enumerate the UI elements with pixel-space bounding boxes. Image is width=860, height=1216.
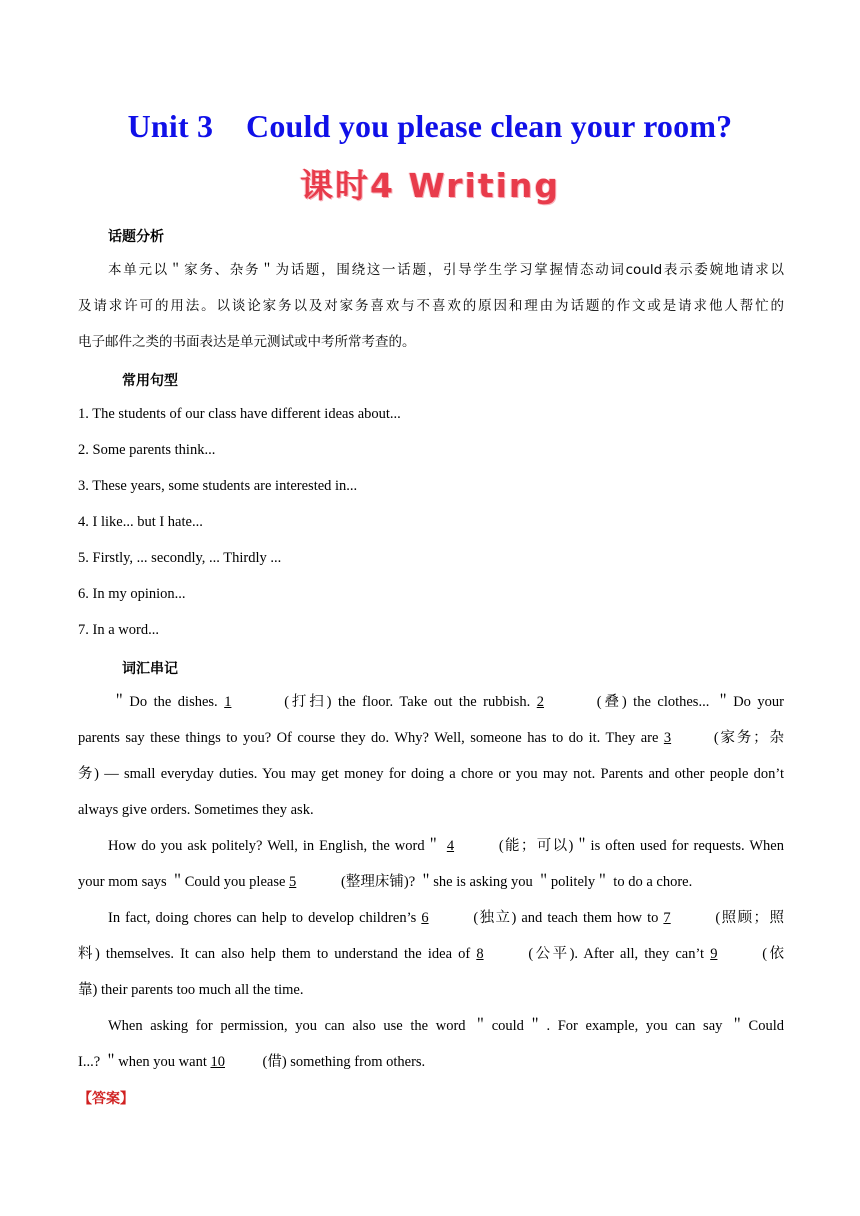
passage-line: 靠) their parents too much all the time. xyxy=(78,982,304,998)
passage-line: In fact, doing chores can help to develop children’s 6 (独立) and teach them how to 7 (照顾；照 xyxy=(78,906,784,942)
passage-line: When asking for permission, you can also use the word ＂could＂. For example, you can say ＂Could xyxy=(108,1018,784,1034)
blank-3: 3 xyxy=(663,730,672,746)
blank-10: 10 xyxy=(210,1054,225,1070)
lesson-subtitle: 课时4 Writing xyxy=(299,166,561,205)
sentence-item: 6. In my opinion... xyxy=(78,586,186,602)
answer-label: 【答案】 xyxy=(78,1091,134,1107)
topic-line: 本单元以＂家务、杂务＂为话题，围绕这一话题，引导学生学习掌握情态动词could表示委婉地请求以 xyxy=(108,262,784,278)
sentence-item: 7. In a word... xyxy=(78,622,159,638)
sentence-item: 5. Firstly, ... secondly, ... Thirdly ... xyxy=(78,550,282,566)
sentence-item: 2. Some parents think... xyxy=(78,442,216,458)
passage-line: your mom says ＂Could you please 5 (整理床铺)? ＂she is asking you ＂politely＂ to do a chore. xyxy=(78,870,784,906)
blank-7: 7 xyxy=(663,910,671,926)
passage-paragraph-4 xyxy=(78,1014,784,1086)
blank-4: 4 xyxy=(446,838,455,854)
vocab-heading: 词汇串记 xyxy=(122,661,178,677)
sentence-item: 4. I like... but I hate... xyxy=(78,514,203,530)
passage-paragraph-3 xyxy=(78,906,784,1014)
topic-paragraph xyxy=(78,258,784,366)
blank-1: 1 xyxy=(224,694,232,710)
sentence-item: 1. The students of our class have different ideas about... xyxy=(78,406,401,422)
unit-title: Unit 3 Could you please clean your room? xyxy=(127,108,733,144)
blank-9: 9 xyxy=(710,946,718,962)
passage-line: ＂Do the dishes. 1 (打扫) the floor. Take out the rubbish. 2 (叠) the clothes... ＂Do your xyxy=(78,690,784,726)
blank-2: 2 xyxy=(536,694,545,710)
passage-paragraph-1 xyxy=(78,690,784,834)
passage-line: How do you ask politely? Well, in English, the word＂ 4 (能；可以)＂is often used for requests. When xyxy=(78,834,784,870)
topic-line: 及请求许可的用法。以谈论家务以及对家务喜欢与不喜欢的原因和理由为话题的作文或是请求他人帮忙的 xyxy=(78,298,784,314)
passage-line: 务) — small everyday duties. You may get money for doing a chore or you may not. Parents and other people don’t xyxy=(78,766,784,782)
blank-8: 8 xyxy=(476,946,484,962)
topic-heading: 话题分析 xyxy=(108,229,164,245)
topic-line: 电子邮件之类的书面表达是单元测试或中考所常考查的。 xyxy=(78,334,416,350)
passage-line: always give orders. Sometimes they ask. xyxy=(78,802,314,818)
sentence-item: 3. These years, some students are interested in... xyxy=(78,478,358,494)
passage-line: I...? ＂when you want 10 (借) something from others. xyxy=(78,1050,784,1086)
blank-5: 5 xyxy=(289,874,297,890)
blank-6: 6 xyxy=(421,910,429,926)
passage-line: 料) themselves. It can also help them to understand the idea of 8 (公平). After all, they can’t 9 (依 xyxy=(78,942,784,978)
sentences-heading: 常用句型 xyxy=(122,373,178,389)
passage-paragraph-2 xyxy=(78,834,784,906)
passage-line: parents say these things to you? Of course they do. Why? Well, someone has to do it. They are 3 (家务；杂 xyxy=(78,726,784,762)
